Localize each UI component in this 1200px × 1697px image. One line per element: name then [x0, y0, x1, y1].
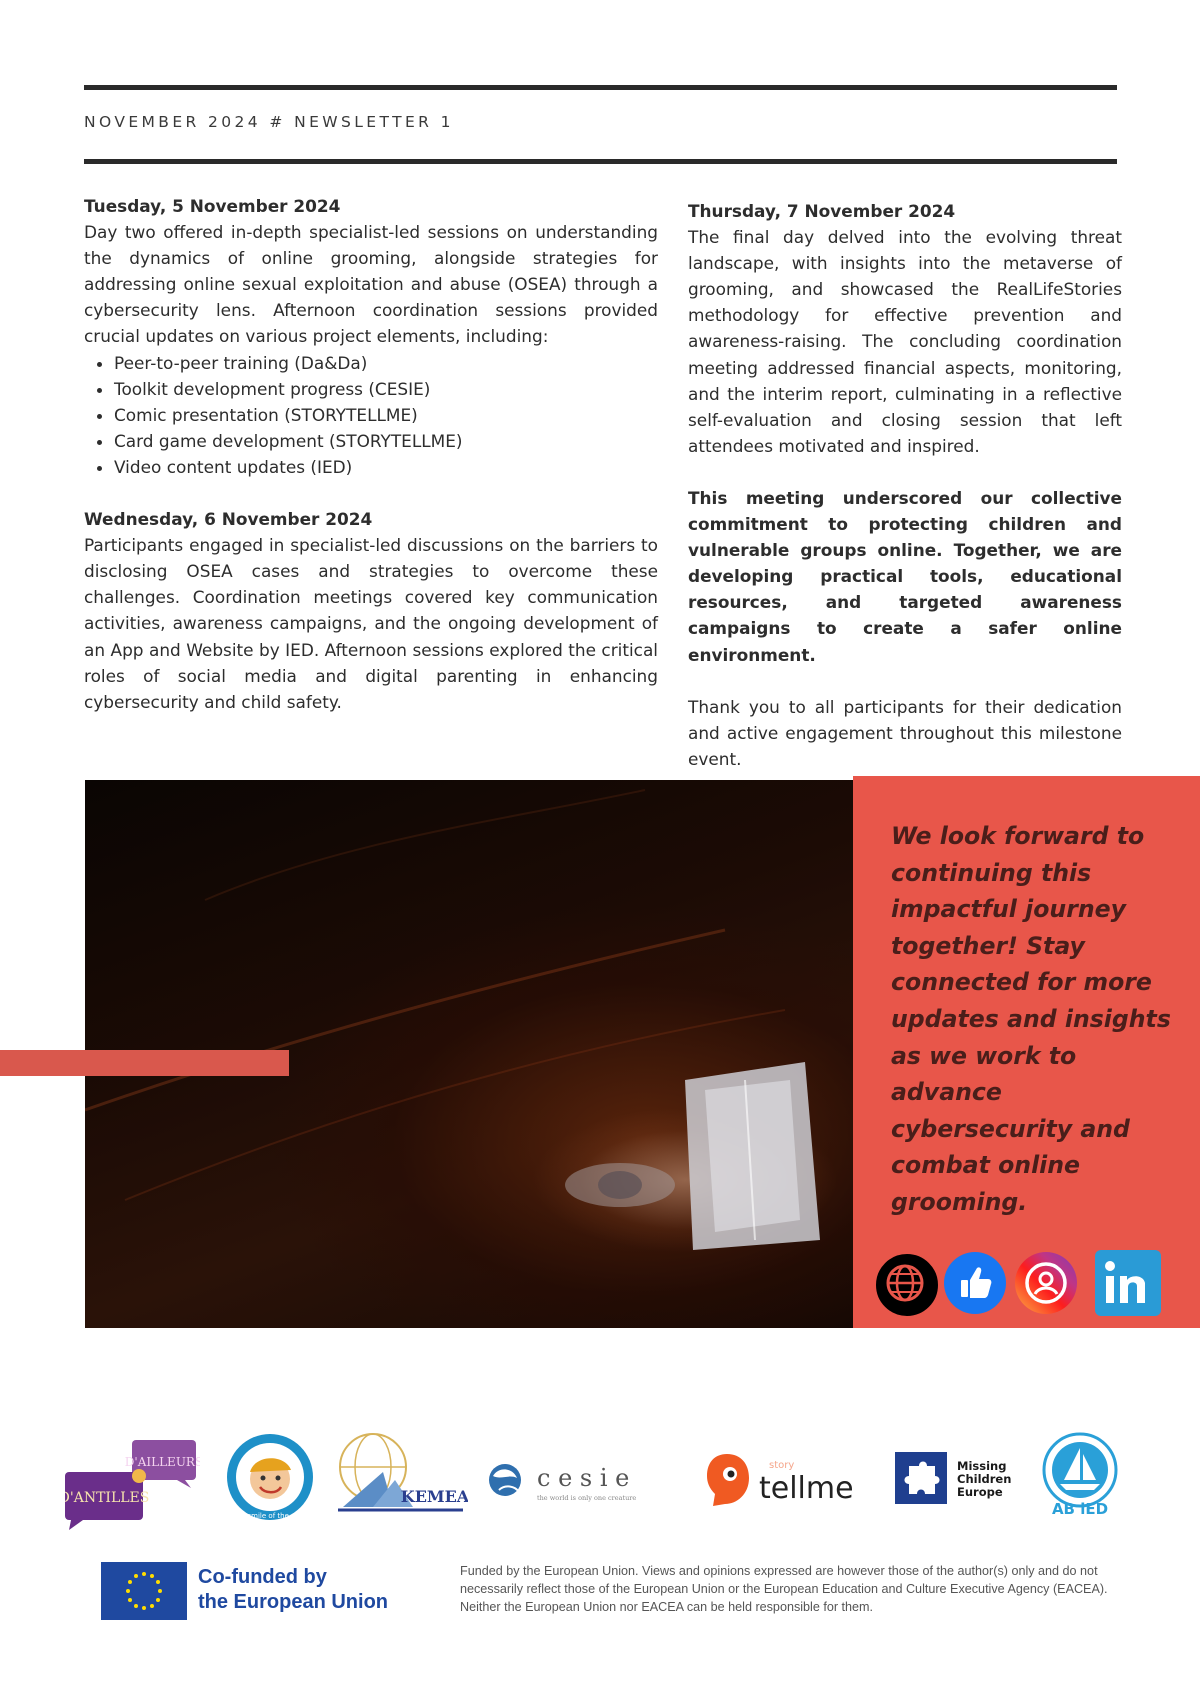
day2-body: Day two offered in-depth specialist-led sessions on understanding the dynamics of online grooming, alongside strategies for addressing online sexual exploitation and abuse (OSEA) through a cybersecurity lens. Afternoon coordination sessions provided crucial updates on various project elements, including: [84, 222, 658, 347]
list-item: • Comic presentation (STORYTELLME) [114, 402, 658, 428]
svg-text:the world is only one creature: the world is only one creature [537, 1494, 637, 1502]
left-column [84, 193, 658, 715]
masthead-rule [84, 159, 1117, 164]
svg-text:D'AILLEURS: D'AILLEURS [124, 1455, 200, 1469]
svg-text:c e s i e: c e s i e [537, 1464, 630, 1492]
list-item: • Video content updates (IED) [114, 454, 658, 480]
eu-cofunded-text [198, 1565, 418, 1615]
eu-line-2: the European Union [198, 1591, 388, 1613]
svg-text:story: story [769, 1460, 795, 1471]
storytellme-logo [705, 1450, 865, 1510]
svg-text:D'ANTILLES: D'ANTILLES [65, 1490, 150, 1506]
call-to-action-panel [853, 776, 1200, 1328]
day4-heading: Thursday, 7 November 2024 [688, 201, 956, 221]
svg-text:Europe: Europe [957, 1485, 1003, 1499]
thumbs-up-icon[interactable] [944, 1252, 1006, 1314]
missing-children-europe-logo [895, 1448, 1015, 1508]
accent-bar [0, 1050, 289, 1076]
linkedin-icon[interactable] [1095, 1250, 1161, 1316]
dantilles-logo [65, 1440, 200, 1532]
svg-text:AB iED: AB iED [1051, 1500, 1109, 1518]
globe-icon[interactable] [874, 1252, 940, 1318]
day2-heading: Tuesday, 5 November 2024 [84, 196, 341, 216]
eu-line-1: Co-funded by [198, 1566, 327, 1588]
list-item: • Card game development (STORYTELLME) [114, 428, 658, 454]
smile-of-the-child-logo [225, 1432, 315, 1522]
day3-heading: Wednesday, 6 November 2024 [84, 509, 373, 530]
list-item: • Toolkit development progress (CESIE) [114, 376, 658, 402]
svg-text:Missing: Missing [957, 1459, 1007, 1473]
instagram-icon[interactable] [1015, 1252, 1077, 1314]
abied-logo [1040, 1432, 1120, 1520]
svg-text:KEMEA: KEMEA [400, 1487, 468, 1506]
top-rule [84, 85, 1117, 90]
day4-body: The final day delved into the evolving threat landscape, with insights into the metaverse of grooming, and showcased the RealLifeStories methodology for effective prevention and awareness-raising. The concluding coordination meeting addressed financial aspects, monitoring, and the interim report, culminating in a reflective self-evaluation and closing session that left attendees motivated and inspired. [688, 227, 1122, 456]
svg-text:The smile of the child: The smile of the child [232, 1512, 308, 1520]
funding-disclaimer: Funded by the European Union. Views and opinions expressed are however those of the author(s) only and do not necessarily reflect those of the European Union or the European Education and Culture Executive Agency (EACEA). Neither the European Union nor EACEA can be held responsible for them. [460, 1564, 1108, 1614]
commitment-paragraph: This meeting underscored our collective commitment to protecting children and vulnerable groups online. Together, we are developing practical tools, educational resources, and targeted awareness campaigns to create a safer online environment. [688, 487, 1122, 665]
cesie-logo [485, 1458, 675, 1508]
thanks-paragraph: Thank you to all participants for their dedication and active engagement throughout this milestone event. [688, 696, 1122, 769]
svg-text:Children: Children [957, 1472, 1012, 1486]
day3-body: Participants engaged in specialist-led discussions on the barriers to disclosing OSEA cases and strategies to overcome these challenges. Coordination meetings covered key communication activities, awareness campaigns, and the ongoing development of an App and Website by IED. Afternoon sessions explored the critical roles of social media and digital parenting in enhancing cybersecurity and child safety. [84, 535, 658, 712]
kemea-logo [333, 1432, 468, 1522]
right-column [688, 198, 1122, 772]
closing-quote: We look forward to continuing this impactful journey together! Stay connected for more updates and insights as we work to advance cybersecurity and combat online grooming. [891, 822, 1171, 1216]
partner-logos [65, 1430, 1125, 1530]
eu-flag-icon [101, 1562, 187, 1620]
svg-text:tellme: tellme [759, 1471, 854, 1506]
newsletter-masthead: NOVEMBER 2024 # NEWSLETTER 1 [84, 113, 454, 131]
list-item: • Peer-to-peer training (Da&Da) [114, 350, 658, 376]
project-elements-list [84, 350, 658, 480]
